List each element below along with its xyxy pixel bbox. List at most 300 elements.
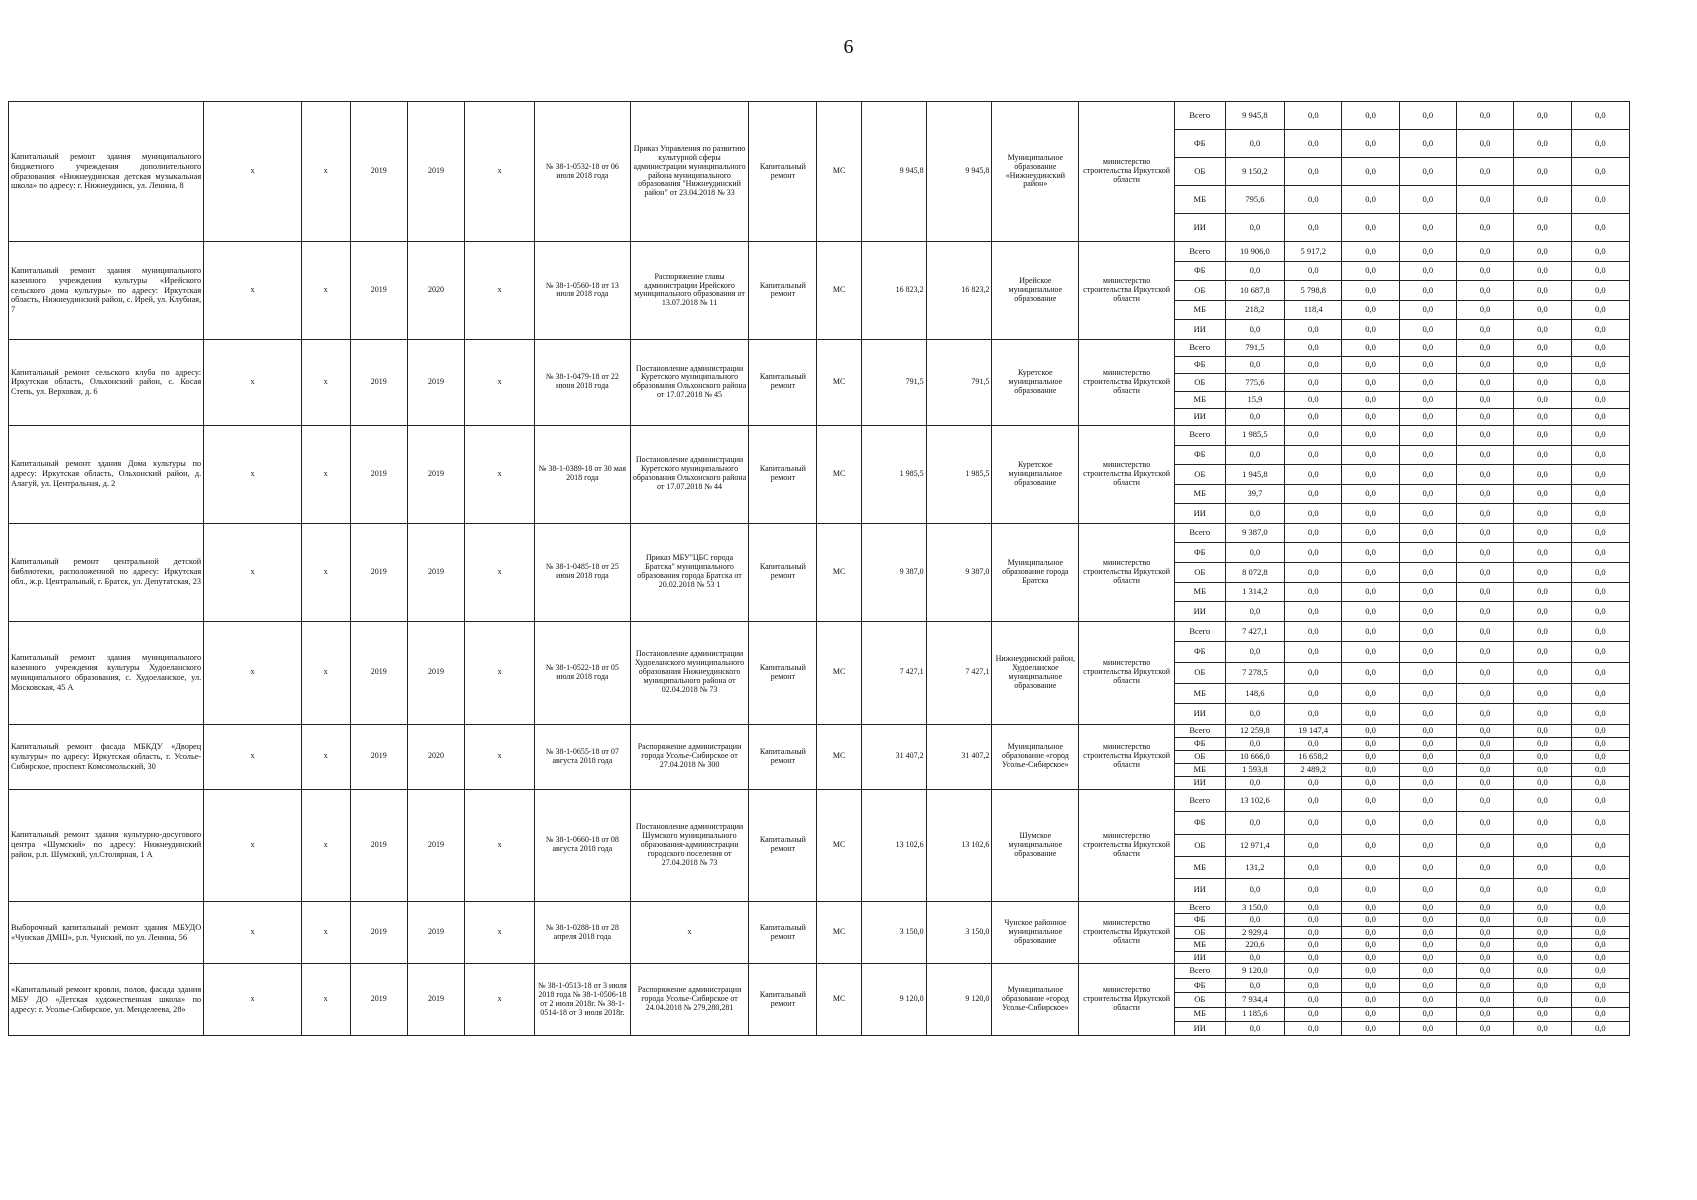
funding-value: 0,0 — [1342, 130, 1399, 158]
expertise-conclusion: № 38-1-0485-18 от 25 июня 2018 года — [535, 523, 630, 621]
expertise-conclusion: № 38-1-0532-18 от 06 июля 2018 года — [535, 102, 630, 242]
funding-value: 0,0 — [1571, 750, 1629, 763]
funding-value: 5 917,2 — [1285, 242, 1342, 262]
funding-value: 0,0 — [1285, 642, 1342, 663]
funding-value: 0,0 — [1571, 879, 1629, 901]
cell-x: х — [204, 242, 302, 340]
funding-value: 0,0 — [1456, 737, 1513, 750]
ownership-type: МС — [817, 789, 862, 901]
funding-value: 9 120,0 — [1225, 964, 1284, 978]
funding-value: 0,0 — [1571, 543, 1629, 563]
funding-value: 0,0 — [1342, 158, 1399, 186]
funding-value: 0,0 — [1399, 951, 1456, 964]
funding-value: 0,0 — [1456, 391, 1513, 408]
funding-value: 0,0 — [1342, 789, 1399, 811]
funding-value: 0,0 — [1225, 879, 1284, 901]
approval-document: Постановление администрации Куретского муниципального образования Ольхонского района от 17.07.2018 № 44 — [630, 425, 749, 523]
funding-value: 0,0 — [1285, 214, 1342, 242]
funding-source-label: ИИ — [1174, 776, 1225, 789]
funding-value: 0,0 — [1285, 834, 1342, 856]
funding-value: 0,0 — [1399, 158, 1456, 186]
funding-value: 0,0 — [1514, 812, 1571, 834]
funding-value: 0,0 — [1456, 504, 1513, 524]
funding-value: 0,0 — [1514, 621, 1571, 642]
cell-x: х — [301, 964, 350, 1036]
funding-value: 0,0 — [1514, 543, 1571, 563]
funding-value: 0,0 — [1285, 1021, 1342, 1035]
funding-value: 0,0 — [1225, 978, 1284, 992]
funding-value: 0,0 — [1456, 408, 1513, 425]
funding-source-label: Всего — [1174, 242, 1225, 262]
funding-value: 0,0 — [1342, 300, 1399, 320]
funding-value: 0,0 — [1456, 964, 1513, 978]
municipality: Муниципальное образование «город Усолье-Сибирское» — [992, 724, 1079, 789]
funding-value: 0,0 — [1571, 261, 1629, 281]
funding-value: 0,0 — [1571, 357, 1629, 374]
funding-value: 0,0 — [1399, 543, 1456, 563]
work-type: Капитальный ремонт — [749, 242, 817, 340]
funding-value: 0,0 — [1399, 374, 1456, 391]
funding-source-label: ФБ — [1174, 543, 1225, 563]
funding-value: 0,0 — [1225, 602, 1284, 622]
funding-value: 0,0 — [1571, 391, 1629, 408]
funding-value: 0,0 — [1342, 357, 1399, 374]
funding-value: 0,0 — [1456, 158, 1513, 186]
funding-value: 0,0 — [1285, 879, 1342, 901]
object-description: Капитальный ремонт центральной детской библиотеки, расположенной по адресу: Иркутская обл., ж.р. Центральный, г. Братск, ул. Депутатская, 23 — [9, 523, 204, 621]
funding-value: 0,0 — [1571, 683, 1629, 704]
funding-value: 0,0 — [1571, 130, 1629, 158]
funding-value: 0,0 — [1342, 704, 1399, 725]
work-type: Капитальный ремонт — [749, 724, 817, 789]
funding-value: 0,0 — [1456, 763, 1513, 776]
funding-value: 0,0 — [1225, 737, 1284, 750]
cell-x: х — [465, 964, 535, 1036]
funding-value: 0,0 — [1399, 523, 1456, 543]
funding-value: 0,0 — [1514, 130, 1571, 158]
work-type: Капитальный ремонт — [749, 425, 817, 523]
cell-x: х — [301, 789, 350, 901]
funding-value: 0,0 — [1342, 242, 1399, 262]
funding-value: 0,0 — [1514, 879, 1571, 901]
funding-value: 0,0 — [1514, 408, 1571, 425]
funding-value: 0,0 — [1399, 789, 1456, 811]
funding-value: 0,0 — [1456, 445, 1513, 465]
funding-value: 0,0 — [1342, 408, 1399, 425]
funding-value: 0,0 — [1342, 621, 1399, 642]
estimated-cost: 9 120,0 — [861, 964, 926, 1036]
funding-source-label: ФБ — [1174, 737, 1225, 750]
funding-value: 0,0 — [1514, 563, 1571, 583]
funding-source-label: ОБ — [1174, 750, 1225, 763]
funding-value: 0,0 — [1285, 789, 1342, 811]
funding-value: 0,0 — [1225, 543, 1284, 563]
work-type: Капитальный ремонт — [749, 102, 817, 242]
funding-value: 0,0 — [1342, 339, 1399, 356]
funding-value: 0,0 — [1514, 834, 1571, 856]
cell-x: х — [204, 789, 302, 901]
funding-source-label: МБ — [1174, 391, 1225, 408]
funding-value: 0,0 — [1399, 214, 1456, 242]
cell-x: х — [204, 523, 302, 621]
object-description: Выборочный капитальный ремонт здания МБУДО «Чунская ДМШ», р.п. Чунский, по ул. Ленина, 56 — [9, 901, 204, 964]
funding-source-label: ОБ — [1174, 663, 1225, 684]
funding-value: 0,0 — [1456, 978, 1513, 992]
funding-value: 39,7 — [1225, 484, 1284, 504]
funding-value: 0,0 — [1285, 663, 1342, 684]
funding-value: 0,0 — [1399, 621, 1456, 642]
funding-value: 0,0 — [1456, 776, 1513, 789]
funding-value: 0,0 — [1514, 663, 1571, 684]
ownership-type: МС — [817, 339, 862, 425]
funding-value: 0,0 — [1342, 465, 1399, 485]
work-type: Капитальный ремонт — [749, 964, 817, 1036]
funding-value: 0,0 — [1342, 914, 1399, 927]
funding-source-label: МБ — [1174, 1007, 1225, 1021]
funding-value: 0,0 — [1399, 242, 1456, 262]
estimated-cost: 16 823,2 — [861, 242, 926, 340]
funding-value: 0,0 — [1514, 763, 1571, 776]
funding-value: 0,0 — [1342, 425, 1399, 445]
object-description: Капитальный ремонт здания Дома культуры по адресу: Иркутская область, Ольхонский район, д. Алагуй, ул. Центральная, д. 2 — [9, 425, 204, 523]
cell-x: х — [301, 523, 350, 621]
funding-value: 0,0 — [1571, 856, 1629, 878]
funding-value: 0,0 — [1399, 939, 1456, 952]
cell-x: х — [301, 901, 350, 964]
funding-value: 0,0 — [1571, 812, 1629, 834]
funding-value: 0,0 — [1399, 856, 1456, 878]
funding-value: 0,0 — [1456, 926, 1513, 939]
funding-value: 0,0 — [1514, 242, 1571, 262]
funding-value: 13 102,6 — [1225, 789, 1284, 811]
municipality: Чунское районное муниципальное образование — [992, 901, 1079, 964]
year-end: 2019 — [407, 339, 464, 425]
year-end: 2019 — [407, 621, 464, 724]
funding-value: 1 945,8 — [1225, 465, 1284, 485]
funding-value: 0,0 — [1399, 102, 1456, 130]
funding-value: 0,0 — [1342, 186, 1399, 214]
funding-value: 7 427,1 — [1225, 621, 1284, 642]
work-type: Капитальный ремонт — [749, 621, 817, 724]
funding-value: 0,0 — [1285, 391, 1342, 408]
municipality: Куретское муниципальное образование — [992, 339, 1079, 425]
funding-value: 0,0 — [1285, 186, 1342, 214]
funding-source-label: ФБ — [1174, 130, 1225, 158]
funding-value: 0,0 — [1399, 834, 1456, 856]
funding-value: 0,0 — [1285, 408, 1342, 425]
funding-value: 1 314,2 — [1225, 582, 1284, 602]
funding-value: 0,0 — [1571, 186, 1629, 214]
funding-value: 0,0 — [1342, 737, 1399, 750]
funding-value: 0,0 — [1571, 300, 1629, 320]
funding-value: 0,0 — [1456, 102, 1513, 130]
funding-value: 0,0 — [1514, 704, 1571, 725]
funding-value: 0,0 — [1571, 214, 1629, 242]
funding-value: 0,0 — [1342, 214, 1399, 242]
page-number: 6 — [843, 36, 854, 58]
funding-source-label: МБ — [1174, 582, 1225, 602]
funding-value: 0,0 — [1571, 504, 1629, 524]
funding-value: 0,0 — [1225, 812, 1284, 834]
funding-value: 0,0 — [1399, 357, 1456, 374]
funding-value: 0,0 — [1514, 724, 1571, 737]
funding-value: 0,0 — [1342, 926, 1399, 939]
table-row — [9, 621, 1630, 642]
funding-value: 0,0 — [1285, 543, 1342, 563]
funding-value: 0,0 — [1514, 926, 1571, 939]
funding-value: 0,0 — [1456, 261, 1513, 281]
funding-value: 0,0 — [1571, 339, 1629, 356]
approval-document: Постановление администрации Худоеланского муниципального образования Нижнеудинского муниципального района от 02.04.2018 № 73 — [630, 621, 749, 724]
funding-value: 0,0 — [1514, 642, 1571, 663]
funding-limit: 1 985,5 — [926, 425, 992, 523]
funding-value: 0,0 — [1514, 789, 1571, 811]
funding-value: 0,0 — [1342, 1021, 1399, 1035]
funding-value: 0,0 — [1571, 834, 1629, 856]
funding-value: 19 147,4 — [1285, 724, 1342, 737]
funding-value: 0,0 — [1514, 602, 1571, 622]
funding-value: 0,0 — [1456, 484, 1513, 504]
cell-x: х — [204, 621, 302, 724]
funding-value: 0,0 — [1399, 391, 1456, 408]
funding-value: 1 985,5 — [1225, 425, 1284, 445]
table-row — [9, 339, 1630, 356]
funding-source-label: МБ — [1174, 856, 1225, 878]
funding-value: 0,0 — [1456, 357, 1513, 374]
funding-value: 0,0 — [1571, 445, 1629, 465]
funding-value: 0,0 — [1342, 1007, 1399, 1021]
funding-value: 0,0 — [1399, 812, 1456, 834]
funding-value: 0,0 — [1571, 523, 1629, 543]
funding-value: 0,0 — [1399, 737, 1456, 750]
funding-source-label: ФБ — [1174, 261, 1225, 281]
expertise-conclusion: № 38-1-0513-18 от 3 июля 2018 года № 38-1-0506-18 от 2 июля 2018г. № 38-1-0514-18 от 3 июля 2018г. — [535, 964, 630, 1036]
ownership-type: МС — [817, 964, 862, 1036]
funding-value: 0,0 — [1514, 281, 1571, 301]
funding-value: 0,0 — [1399, 914, 1456, 927]
funding-value: 0,0 — [1285, 1007, 1342, 1021]
cell-x: х — [465, 724, 535, 789]
expertise-conclusion: № 38-1-0479-18 от 22 июня 2018 года — [535, 339, 630, 425]
year-end: 2019 — [407, 102, 464, 242]
funding-value: 131,2 — [1225, 856, 1284, 878]
year-end: 2019 — [407, 964, 464, 1036]
cell-x: х — [465, 242, 535, 340]
year-end: 2019 — [407, 523, 464, 621]
funding-value: 148,6 — [1225, 683, 1284, 704]
funding-value: 0,0 — [1399, 186, 1456, 214]
year-start: 2019 — [350, 964, 407, 1036]
ownership-type: МС — [817, 523, 862, 621]
funding-value: 0,0 — [1399, 339, 1456, 356]
funding-value: 10 906,0 — [1225, 242, 1284, 262]
funding-value: 0,0 — [1342, 642, 1399, 663]
responsible-ministry: министерство строительства Иркутской области — [1079, 964, 1174, 1036]
funding-value: 0,0 — [1456, 374, 1513, 391]
funding-value: 0,0 — [1514, 776, 1571, 789]
funding-value: 0,0 — [1225, 214, 1284, 242]
funding-value: 0,0 — [1342, 993, 1399, 1007]
municipality: Муниципальное образование «Нижнеудинский район» — [992, 102, 1079, 242]
funding-value: 0,0 — [1514, 914, 1571, 927]
funding-value: 0,0 — [1514, 1007, 1571, 1021]
year-start: 2019 — [350, 339, 407, 425]
funding-value: 0,0 — [1225, 914, 1284, 927]
funding-value: 0,0 — [1399, 901, 1456, 914]
funding-value: 0,0 — [1456, 242, 1513, 262]
table-row — [9, 789, 1630, 811]
funding-value: 0,0 — [1285, 504, 1342, 524]
approval-document: Постановление администрации Шумского муниципального образования-администрации городского поселения от 27.04.2018 № 73 — [630, 789, 749, 901]
year-start: 2019 — [350, 901, 407, 964]
funding-value: 0,0 — [1514, 261, 1571, 281]
funding-value: 0,0 — [1225, 130, 1284, 158]
funding-value: 0,0 — [1285, 445, 1342, 465]
funding-value: 0,0 — [1342, 834, 1399, 856]
funding-limit: 16 823,2 — [926, 242, 992, 340]
funding-value: 0,0 — [1399, 320, 1456, 340]
funding-source-label: Всего — [1174, 724, 1225, 737]
funding-value: 0,0 — [1342, 523, 1399, 543]
funding-value: 0,0 — [1285, 102, 1342, 130]
funding-value: 0,0 — [1399, 445, 1456, 465]
estimated-cost: 13 102,6 — [861, 789, 926, 901]
funding-value: 0,0 — [1514, 1021, 1571, 1035]
funding-value: 9 150,2 — [1225, 158, 1284, 186]
funding-value: 0,0 — [1285, 563, 1342, 583]
funding-value: 0,0 — [1514, 339, 1571, 356]
work-type: Капитальный ремонт — [749, 901, 817, 964]
funding-value: 0,0 — [1342, 563, 1399, 583]
funding-source-label: ФБ — [1174, 445, 1225, 465]
funding-limit: 9 387,0 — [926, 523, 992, 621]
funding-value: 0,0 — [1514, 214, 1571, 242]
funding-value: 0,0 — [1342, 391, 1399, 408]
funding-value: 0,0 — [1456, 789, 1513, 811]
funding-value: 0,0 — [1514, 357, 1571, 374]
funding-value: 0,0 — [1285, 683, 1342, 704]
funding-source-label: ФБ — [1174, 642, 1225, 663]
funding-value: 5 798,8 — [1285, 281, 1342, 301]
funding-value: 0,0 — [1571, 1021, 1629, 1035]
funding-limit: 13 102,6 — [926, 789, 992, 901]
funding-value: 0,0 — [1514, 683, 1571, 704]
funding-value: 220,6 — [1225, 939, 1284, 952]
funding-value: 0,0 — [1225, 261, 1284, 281]
funding-source-label: ФБ — [1174, 978, 1225, 992]
funding-value: 0,0 — [1285, 939, 1342, 952]
ownership-type: МС — [817, 242, 862, 340]
work-type: Капитальный ремонт — [749, 339, 817, 425]
estimated-cost: 9 945,8 — [861, 102, 926, 242]
ownership-type: МС — [817, 901, 862, 964]
funding-value: 0,0 — [1571, 901, 1629, 914]
funding-source-label: Всего — [1174, 964, 1225, 978]
funding-value: 0,0 — [1285, 425, 1342, 445]
funding-source-label: ИИ — [1174, 704, 1225, 725]
expertise-conclusion: № 38-1-0660-18 от 08 августа 2018 года — [535, 789, 630, 901]
funding-value: 0,0 — [1285, 856, 1342, 878]
funding-value: 15,9 — [1225, 391, 1284, 408]
funding-value: 0,0 — [1342, 281, 1399, 301]
approval-document: х — [630, 901, 749, 964]
funding-value: 0,0 — [1456, 281, 1513, 301]
funding-value: 0,0 — [1285, 602, 1342, 622]
funding-value: 0,0 — [1399, 1007, 1456, 1021]
table-row — [9, 523, 1630, 543]
funding-value: 0,0 — [1285, 357, 1342, 374]
funding-source-label: ОБ — [1174, 563, 1225, 583]
funding-value: 0,0 — [1571, 951, 1629, 964]
funding-value: 12 971,4 — [1225, 834, 1284, 856]
funding-value: 0,0 — [1399, 504, 1456, 524]
funding-source-label: Всего — [1174, 102, 1225, 130]
funding-value: 0,0 — [1225, 357, 1284, 374]
funding-limit: 31 407,2 — [926, 724, 992, 789]
funding-value: 0,0 — [1456, 901, 1513, 914]
funding-value: 0,0 — [1571, 737, 1629, 750]
funding-value: 0,0 — [1456, 642, 1513, 663]
funding-value: 0,0 — [1285, 523, 1342, 543]
year-start: 2019 — [350, 789, 407, 901]
estimated-cost: 791,5 — [861, 339, 926, 425]
funding-value: 0,0 — [1456, 320, 1513, 340]
funding-value: 0,0 — [1399, 465, 1456, 485]
funding-value: 0,0 — [1571, 158, 1629, 186]
funding-value: 10 687,8 — [1225, 281, 1284, 301]
funding-value: 0,0 — [1514, 737, 1571, 750]
cell-x: х — [204, 964, 302, 1036]
funding-source-label: ИИ — [1174, 1021, 1225, 1035]
funding-value: 0,0 — [1514, 951, 1571, 964]
funding-value: 0,0 — [1285, 926, 1342, 939]
funding-source-label: МБ — [1174, 763, 1225, 776]
funding-value: 0,0 — [1399, 926, 1456, 939]
funding-value: 0,0 — [1456, 1007, 1513, 1021]
funding-value: 0,0 — [1399, 704, 1456, 725]
funding-value: 0,0 — [1514, 391, 1571, 408]
expertise-conclusion: № 38-1-0288-18 от 28 апреля 2018 года — [535, 901, 630, 964]
work-type: Капитальный ремонт — [749, 789, 817, 901]
ownership-type: МС — [817, 102, 862, 242]
responsible-ministry: министерство строительства Иркутской области — [1079, 242, 1174, 340]
funding-value: 0,0 — [1514, 978, 1571, 992]
estimated-cost: 31 407,2 — [861, 724, 926, 789]
object-description: Капитальный ремонт фасада МБКДУ «Дворец культуры» по адресу: Иркутская область, г. Усолье-Сибирское, проспект Комсомольский, 30 — [9, 724, 204, 789]
responsible-ministry: министерство строительства Иркутской области — [1079, 339, 1174, 425]
funding-value: 0,0 — [1285, 914, 1342, 927]
funding-value: 0,0 — [1342, 978, 1399, 992]
funding-limit: 3 150,0 — [926, 901, 992, 964]
funding-value: 0,0 — [1225, 704, 1284, 725]
expertise-conclusion: № 38-1-0655-18 от 07 августа 2018 года — [535, 724, 630, 789]
responsible-ministry: министерство строительства Иркутской области — [1079, 789, 1174, 901]
funding-value: 0,0 — [1399, 663, 1456, 684]
funding-value: 0,0 — [1342, 856, 1399, 878]
cell-x: х — [465, 425, 535, 523]
municipality: Куретское муниципальное образование — [992, 425, 1079, 523]
funding-source-label: ОБ — [1174, 281, 1225, 301]
estimated-cost: 3 150,0 — [861, 901, 926, 964]
funding-value: 0,0 — [1571, 582, 1629, 602]
funding-value: 1 185,6 — [1225, 1007, 1284, 1021]
cell-x: х — [301, 339, 350, 425]
cell-x: х — [301, 724, 350, 789]
funding-value: 0,0 — [1285, 776, 1342, 789]
funding-value: 0,0 — [1571, 939, 1629, 952]
funding-value: 795,6 — [1225, 186, 1284, 214]
approval-document: Распоряжение главы администрации Ирейского муниципального образования от 13.07.2018 № 11 — [630, 242, 749, 340]
